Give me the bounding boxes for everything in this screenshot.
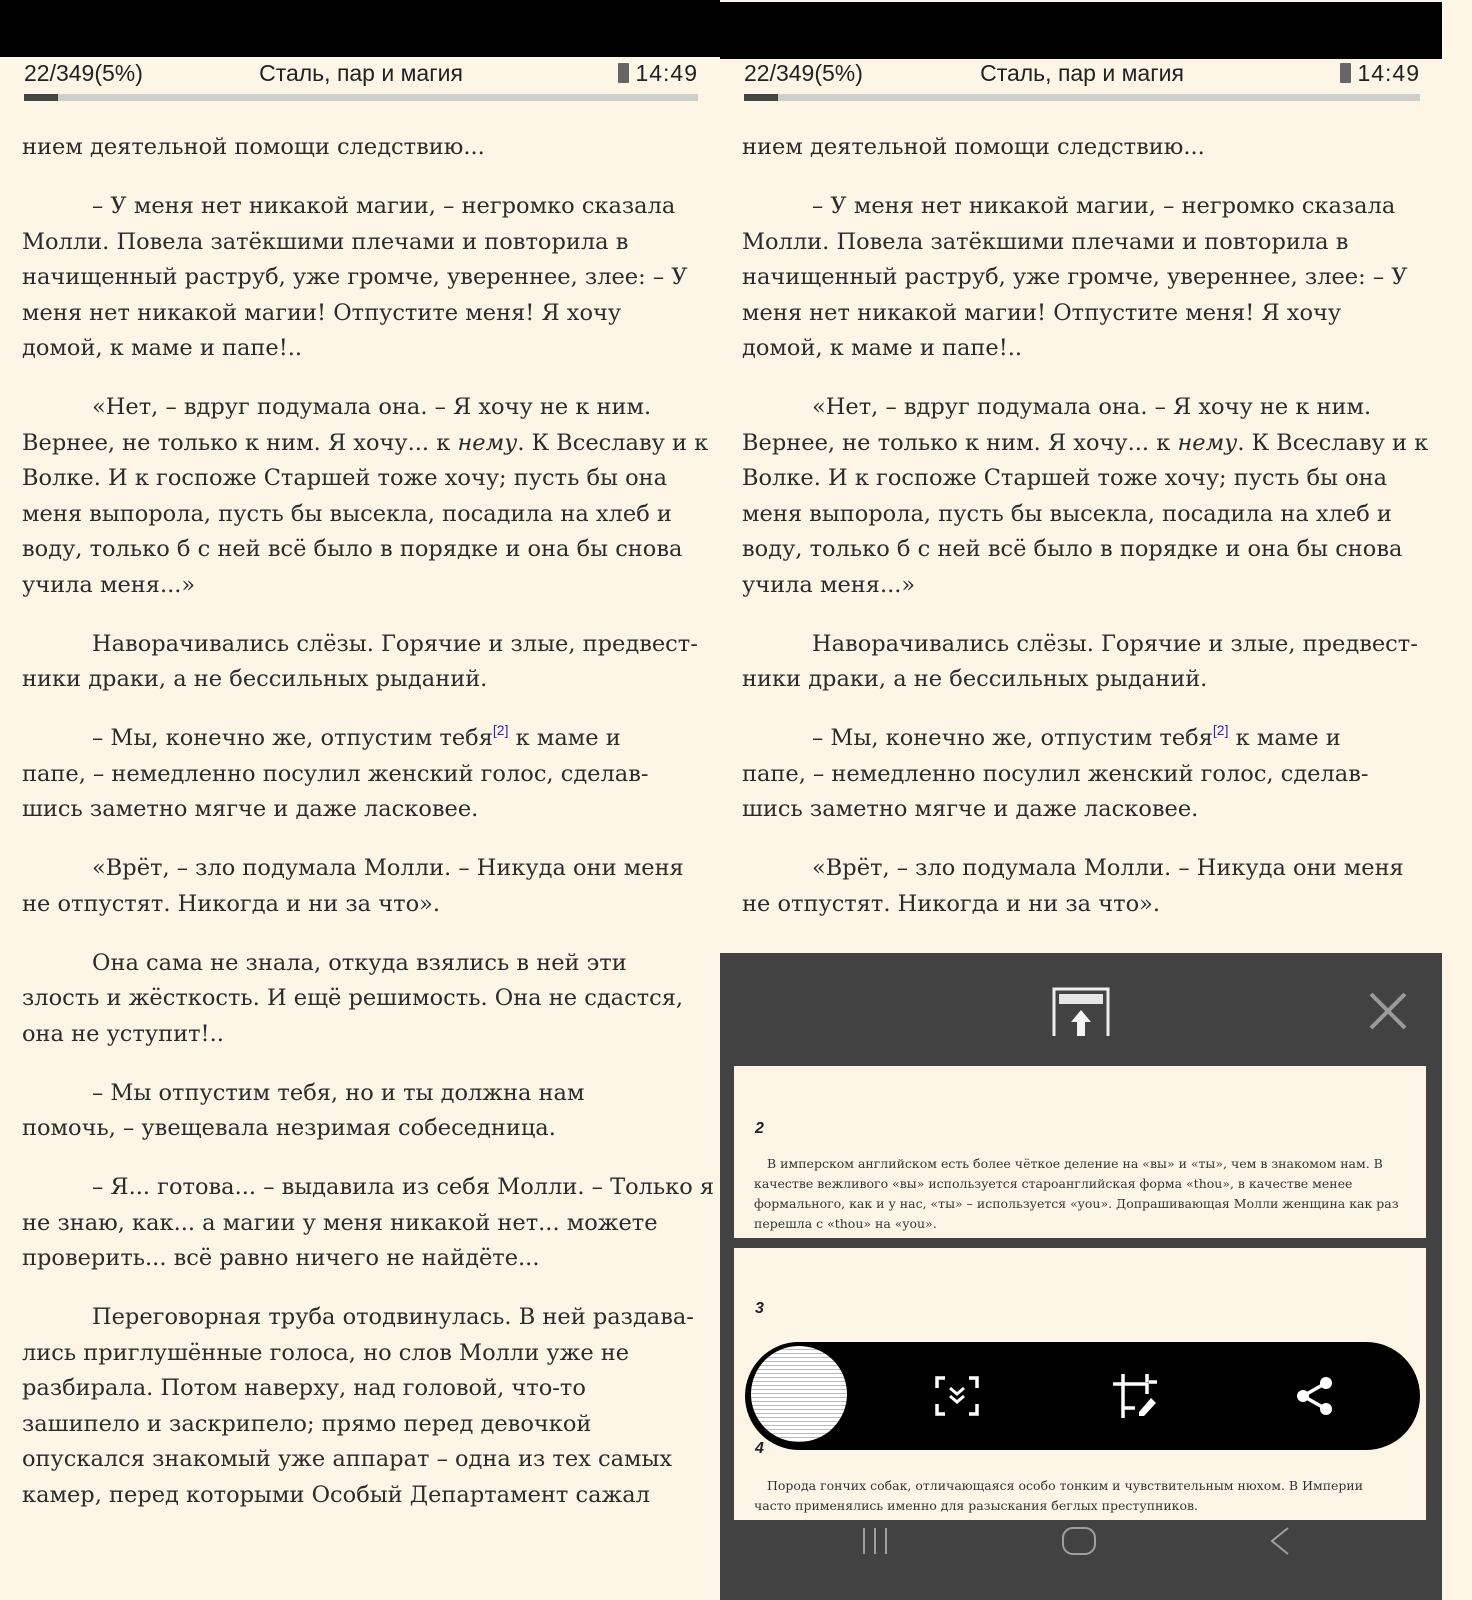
text-line: «Врёт, – зло подумала Молли. – Никуда они меня <box>812 855 1404 881</box>
footnote-link[interactable]: [2] <box>492 722 509 738</box>
recent-apps-icon[interactable] <box>858 1526 892 1556</box>
text-line: Молли. Повела затёкшими плечами и повторила в <box>742 228 1349 255</box>
text-line: меня выпорола, пусть бы высекла, посадила на хлеб и <box>742 500 1392 527</box>
text-line: «Врёт, – зло подумала Молли. – Никуда они меня <box>92 855 684 881</box>
footnote-line: Порода гончих собак, отличающаяся особо тонким и чувствительным нюхом. В Империи <box>767 1478 1364 1493</box>
book-title: Сталь, пар и магия <box>980 60 1184 86</box>
text-line: Она сама не знала, откуда взялись в ней эти <box>92 949 627 976</box>
text-line: Наворачивались слёзы. Горячие и злые, предвест- <box>812 630 1418 657</box>
text-line: разбирала. Потом наверху, над головой, что-то <box>22 1375 586 1401</box>
text-segment: – Мы, конечно же, отпустим тебя <box>92 725 493 751</box>
footnote-link[interactable]: [2] <box>1212 722 1229 738</box>
paragraph <box>22 189 712 367</box>
footnote-number: 2 <box>755 1120 764 1137</box>
navigation-bar <box>720 1520 1442 1600</box>
book-text <box>22 130 715 1537</box>
text-line: домой, к маме и папе!.. <box>22 335 303 361</box>
clock-text: 14:49 <box>635 60 698 86</box>
text-line: – Я... готова... – выдавила из себя Молли. – Только я <box>92 1174 715 1200</box>
text-line: не знаю, как... а магии у меня никакой нет... можете <box>22 1209 658 1236</box>
text-line: злость и жёсткость. И ещё решимость. Она не сдастся, <box>22 985 684 1011</box>
text-segment: нему <box>1177 429 1238 456</box>
text-segment: Вернее, не только к ним. Я хочу... к <box>742 429 1178 456</box>
paragraph <box>742 627 1432 698</box>
text-line: начищенный раструб, уже громче, увереннее, злее: – У <box>22 264 688 290</box>
text-line: не отпустят. Никогда и ни за что». <box>742 890 1161 917</box>
text-segment: . К Всеславу и к <box>1237 429 1429 456</box>
text-line: папе, – немедленно посулил женский голос, сделав- <box>742 760 1369 787</box>
paragraph <box>742 851 1432 922</box>
text-line: не отпустят. Никогда и ни за что». <box>22 890 441 917</box>
paragraph <box>742 390 1432 603</box>
text-line: учила меня...» <box>22 571 196 598</box>
text-line <box>22 721 712 757</box>
battery-icon <box>618 63 629 83</box>
paragraph <box>22 130 712 166</box>
share-icon[interactable] <box>1295 1376 1335 1416</box>
reader-page-left[interactable] <box>0 0 720 1600</box>
clock-text: 14:49 <box>1357 60 1420 86</box>
reader-header <box>24 58 698 92</box>
paragraph <box>22 1170 715 1277</box>
status-bar <box>0 0 720 57</box>
text-line: домой, к маме и папе!.. <box>742 335 1023 361</box>
text-line: Переговорная труба отодвинулась. В ней раздава- <box>92 1304 694 1330</box>
text-line: Молли. Повела затёкшими плечами и повторила в <box>22 228 629 255</box>
footnote-number: 4 <box>755 1440 764 1457</box>
text-line: воду, только б с ней всё было в порядке и она бы снова <box>22 536 683 562</box>
paragraph <box>742 189 1432 367</box>
footnote-number: 3 <box>755 1300 764 1317</box>
text-segment: Вернее, не только к ним. Я хочу... к <box>22 429 458 456</box>
text-line: меня выпорола, пусть бы высекла, посадила на хлеб и <box>22 500 672 527</box>
reading-progress-bar[interactable] <box>744 94 1420 101</box>
text-line: – У меня нет никакой магии, – негромко сказала <box>92 193 676 219</box>
footnote-text <box>754 1154 1398 1234</box>
paragraph <box>742 721 1432 828</box>
reading-progress-bar[interactable] <box>24 94 698 101</box>
footnote-line: формального, как и у нас, «ты» – используется «you». Допрашивающая Молли женщина как раз <box>754 1196 1399 1211</box>
text-line: помочь, – увещевала незримая собеседница. <box>22 1115 556 1141</box>
book-text <box>742 130 1432 946</box>
text-line: воду, только б с ней всё было в порядке и она бы снова <box>742 536 1403 562</box>
status-bar <box>720 2 1442 59</box>
reader-page-right[interactable] <box>720 0 1442 1600</box>
text-line: Волке. И к госпоже Старшей тоже хочу; пусть бы она <box>22 465 668 491</box>
paragraph <box>742 130 1432 166</box>
text-line: начищенный раструб, уже громче, увереннее, злее: – У <box>742 264 1408 290</box>
text-line: папе, – немедленно посулил женский голос, сделав- <box>22 760 649 787</box>
text-line: «Нет, – вдруг подумала она. – Я хочу не к ним. <box>812 394 1372 420</box>
footnote-line: качестве вежливого «вы» используется староанглийская форма «thou», в качестве менее <box>754 1176 1353 1191</box>
paragraph <box>22 1076 712 1147</box>
text-segment: к маме и <box>1228 725 1341 751</box>
text-segment: – Мы, конечно же, отпустим тебя <box>812 725 1213 751</box>
text-line: проверить... всё равно ничего не найдёте... <box>22 1245 540 1271</box>
home-icon[interactable] <box>1060 1526 1098 1556</box>
clock <box>618 60 698 87</box>
progress-fill <box>744 94 778 101</box>
paragraph <box>22 390 712 603</box>
text-line: нием деятельной помощи следствию... <box>22 134 485 160</box>
page-position: 22/349(5%) <box>744 60 863 86</box>
text-line: шись заметно мягче и даже ласковее. <box>22 796 479 822</box>
text-line: ники драки, а не бессильных рыданий. <box>742 666 1208 692</box>
battery-icon <box>1340 63 1351 83</box>
paragraph <box>22 627 712 698</box>
paragraph <box>22 1300 712 1513</box>
text-line <box>742 426 1432 462</box>
footnote-line: В имперском английском есть более чёткое деление на «вы» и «ты», чем в знакомом нам. В <box>767 1156 1383 1171</box>
text-segment: к маме и <box>508 725 621 751</box>
text-line: шись заметно мягче и даже ласковее. <box>742 796 1199 822</box>
text-line: меня нет никакой магии! Отпустите меня! Я хочу <box>22 299 622 326</box>
paragraph <box>22 851 712 922</box>
footnotes-panel <box>720 953 1442 1600</box>
close-icon[interactable] <box>1368 991 1408 1031</box>
text-line <box>22 426 712 462</box>
text-line: опускался знакомый уже аппарат – одна из тех самых <box>22 1446 673 1472</box>
screenshot-thumbnail[interactable] <box>747 1342 851 1446</box>
progress-fill <box>24 94 58 101</box>
paragraph <box>22 721 712 828</box>
text-line: лись приглушённые голоса, но слов Молли уже не <box>22 1339 630 1366</box>
crop-edit-icon[interactable] <box>1111 1372 1159 1420</box>
text-line: она не уступит!.. <box>22 1020 224 1047</box>
back-to-text-icon[interactable] <box>1051 986 1111 1038</box>
text-line: – У меня нет никакой магии, – негромко сказала <box>812 193 1396 219</box>
text-segment: нему <box>457 429 518 456</box>
footnote-item[interactable] <box>734 1066 1426 1238</box>
text-line: нием деятельной помощи следствию... <box>742 134 1205 160</box>
footnote-line: часто применялись именно для разыскания беглых преступников. <box>754 1498 1199 1513</box>
clock <box>1340 60 1420 87</box>
text-line: зашипело и заскрипело; прямо перед девочкой <box>22 1410 592 1437</box>
page-position: 22/349(5%) <box>24 60 143 86</box>
text-line: учила меня...» <box>742 571 916 598</box>
text-line: меня нет никакой магии! Отпустите меня! Я хочу <box>742 299 1342 326</box>
text-line: ники драки, а не бессильных рыданий. <box>22 666 488 692</box>
book-title: Сталь, пар и магия <box>259 60 463 86</box>
footnote-line: перешла с «thou» на «you». <box>754 1216 937 1231</box>
text-line: Наворачивались слёзы. Горячие и злые, предвест- <box>92 630 698 657</box>
paragraph <box>22 946 712 1053</box>
back-icon[interactable] <box>1268 1526 1292 1556</box>
reader-header <box>744 58 1420 92</box>
text-segment: . К Всеславу и к <box>517 429 709 456</box>
text-line: Волке. И к госпоже Старшей тоже хочу; пусть бы она <box>742 465 1388 491</box>
text-line: «Нет, – вдруг подумала она. – Я хочу не к ним. <box>92 394 652 420</box>
footnote-text <box>754 1476 1398 1516</box>
text-line: камер, перед которыми Особый Департамент сажал <box>22 1481 650 1508</box>
text-line: – Мы отпустим тебя, но и ты должна нам <box>92 1079 585 1106</box>
text-line <box>742 721 1432 757</box>
scroll-capture-icon[interactable] <box>935 1376 979 1416</box>
